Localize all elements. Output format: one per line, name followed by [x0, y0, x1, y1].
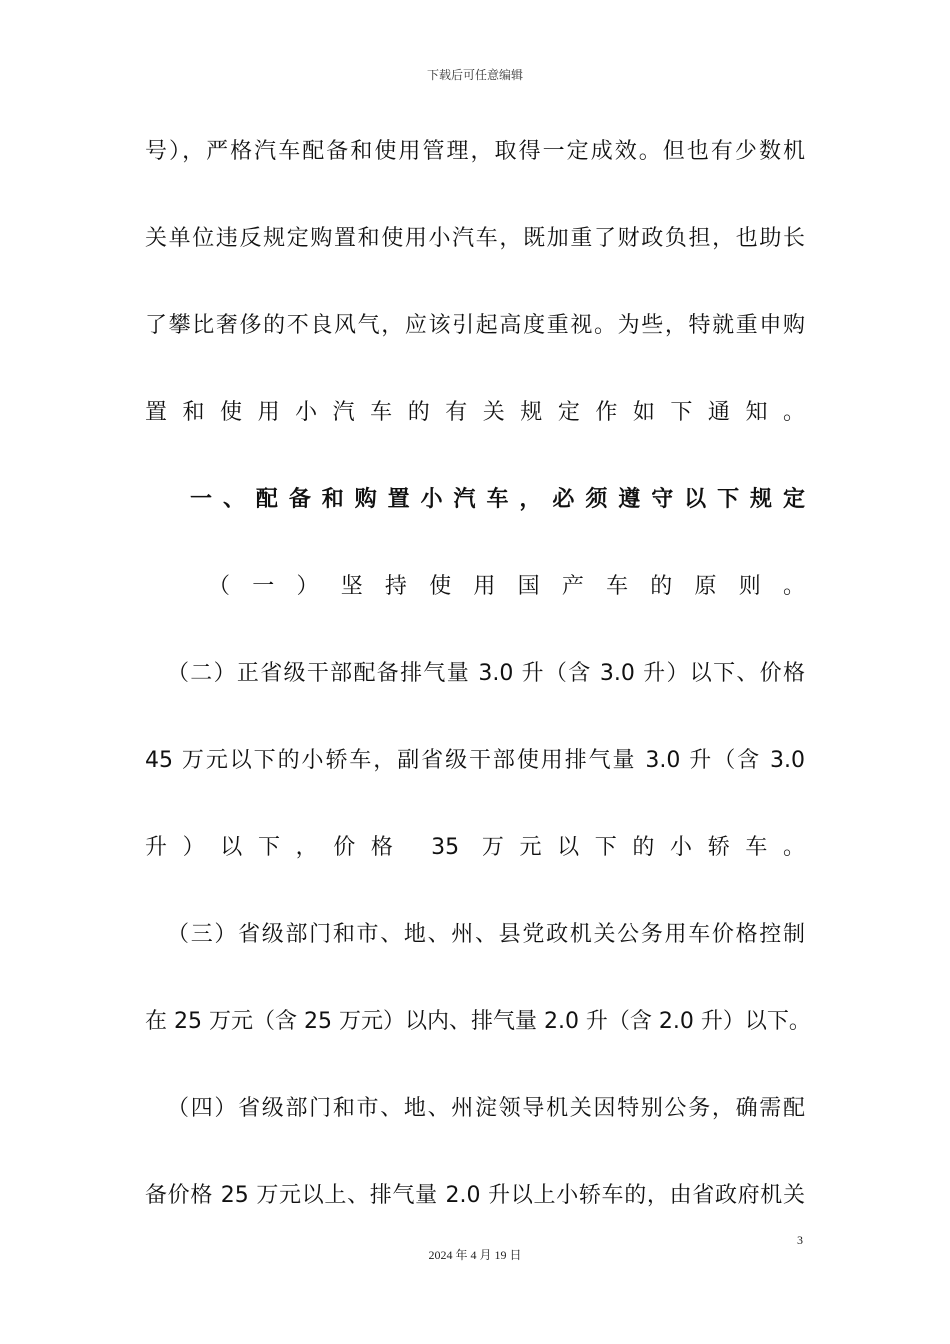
page-header: 下载后可任意编辑: [426, 68, 523, 82]
body-line: （一）坚持使用国产车的原则。: [208, 574, 805, 599]
page-footer-date: 2024 年 4 月 19 日: [428, 1248, 522, 1262]
body-line: （二）正省级干部配备排气量 3.0 升（含 3.0 升）以下、价格: [167, 661, 805, 686]
body-line: （四）省级部门和市、地、州淀领导机关因特别公务，确需配: [167, 1096, 805, 1121]
body-line: 升）以下，价格 35 万元以下的小轿车。: [145, 835, 805, 860]
body-line: 置和使用小汽车的有关规定作如下通知。: [145, 400, 805, 425]
body-line: 备价格 25 万元以上、排气量 2.0 升以上小轿车的，由省政府机关: [145, 1183, 805, 1208]
section-heading: 一、配备和购置小汽车，必须遵守以下规定: [190, 487, 805, 512]
body-line: 号），严格汽车配备和使用管理，取得一定成效。但也有少数机: [145, 139, 805, 164]
body-line: 在 25 万元（含 25 万元）以内、排气量 2.0 升（含 2.0 升）以下。: [145, 1009, 811, 1034]
page-number: 3: [797, 1233, 803, 1247]
body-line: （三）省级部门和市、地、州、县党政机关公务用车价格控制: [167, 922, 805, 947]
body-line: 45 万元以下的小轿车，副省级干部使用排气量 3.0 升（含 3.0: [145, 748, 805, 773]
body-line: 关单位违反规定购置和使用小汽车，既加重了财政负担，也助长: [145, 226, 805, 251]
body-line: 了攀比奢侈的不良风气，应该引起高度重视。为些，特就重申购: [145, 313, 805, 338]
